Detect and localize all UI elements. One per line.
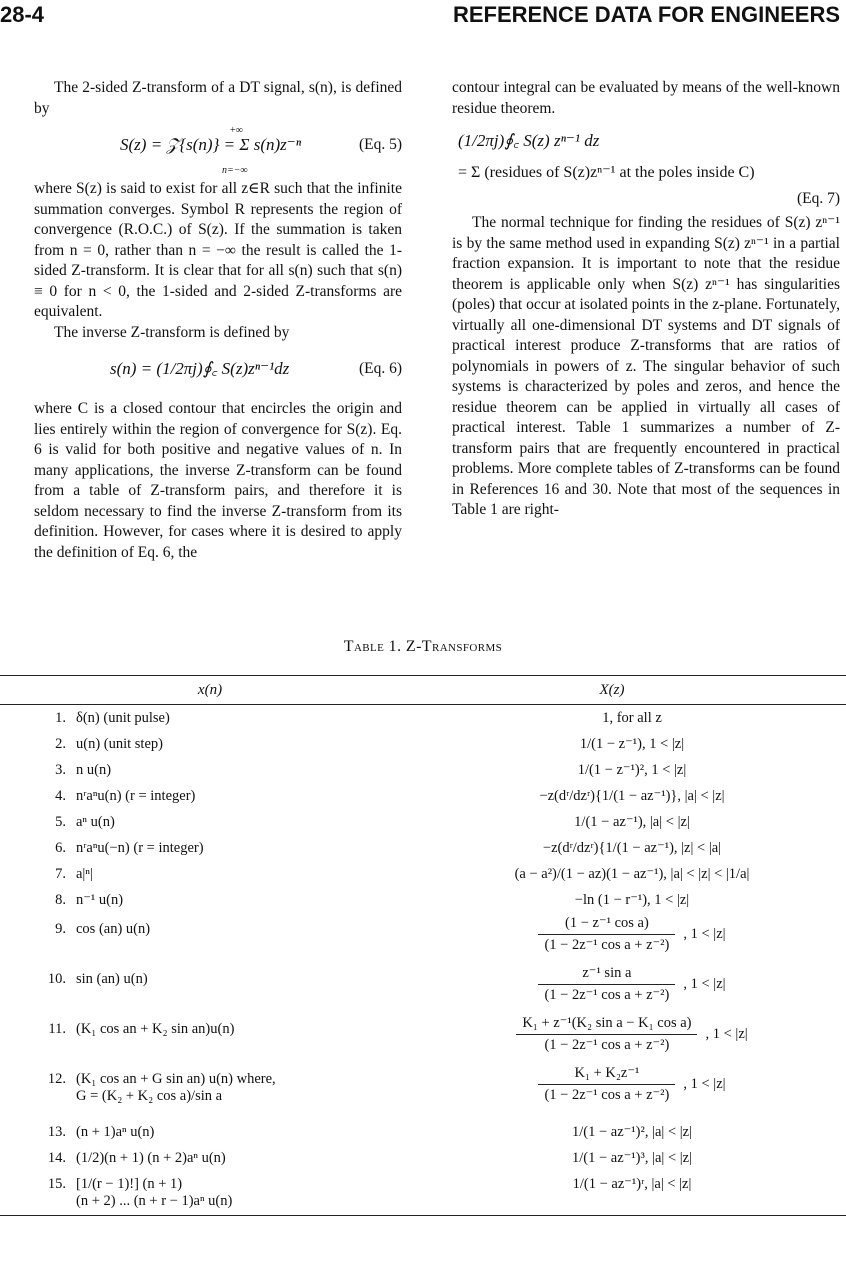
- column-header-transform: X(z): [599, 682, 625, 698]
- row-number: 11.: [48, 1021, 66, 1037]
- table-title-prefix: Table 1.: [343, 638, 402, 655]
- table-row: [0, 963, 846, 1013]
- table-row: [0, 1145, 846, 1171]
- table-title: [0, 638, 846, 656]
- row-signal: (n + 1)aⁿ u(n): [76, 1124, 155, 1140]
- table-row: [0, 1119, 846, 1145]
- row-number: 12.: [47, 1071, 66, 1087]
- row-signal: sin (an) u(n): [76, 971, 148, 987]
- row-transform: $\frac{\text{z⁻¹ sin a}}{\text{(1 − 2z⁻¹ cos a + z⁻²)}}$ , 1 < |z|: [432, 965, 832, 1004]
- row-signal: a|ⁿ|: [76, 866, 93, 882]
- row-number: 13.: [47, 1124, 66, 1140]
- table-row: [0, 757, 846, 783]
- row-signal: n u(n): [76, 762, 112, 778]
- equation-7-label: (Eq. 7): [796, 190, 840, 207]
- row-number: 8.: [55, 892, 66, 908]
- row-number: 5.: [55, 814, 66, 830]
- equation-6: [34, 345, 402, 397]
- table-row: [0, 861, 846, 887]
- table-row: [0, 835, 846, 861]
- row-signal: n⁻¹ u(n): [76, 892, 124, 908]
- book-title: REFERENCE DATA FOR ENGINEERS: [452, 2, 840, 27]
- row-transform: (a − a²)/(1 − az)(1 − az⁻¹), |a| < |z| < |1/a|: [514, 866, 750, 882]
- row-transform: $\frac{\text{K₁ + z⁻¹(K₂ sin a − K₁ cos a)}}{\text{(1 − 2z⁻¹ cos a + z⁻²)}}$ , 1 < |z|: [432, 1015, 832, 1054]
- transform-fraction: $\frac{\text{(1 − z⁻¹ cos a)}}{\text{(1 − 2z⁻¹ cos a + z⁻²)}}$: [538, 915, 675, 954]
- left-column: [34, 78, 402, 563]
- column-header-signal: x(n): [197, 682, 223, 698]
- row-number: 3.: [55, 762, 66, 778]
- transform-fraction: $\frac{\text{z⁻¹ sin a}}{\text{(1 − 2z⁻¹ cos a + z⁻²)}}$: [538, 965, 675, 1004]
- table-row: [0, 705, 846, 731]
- row-number: 10.: [47, 971, 66, 987]
- row-number: 1.: [55, 710, 66, 726]
- paragraph: The normal technique for finding the residues of S(z) zⁿ⁻¹ is by the same method used in expanding S(z) zⁿ⁻¹ in a partial fraction expansion. It is important to note that the residue theorem is applicable only when S(z) zⁿ⁻¹ has singularities (poles) that occur at isolated points in the z-plane. Fortunately, virtually all one-dimensional DT systems and DT signals of practical interest produce Z-transforms that are ratios of polynomials in powers of z. The singular behavior of such systems is characterized by poles and zeros, and hence the residue theorem can be applied in virtually all cases of practical interest. Table 1 summarizes a number of Z-transform pairs that are frequently encountered in practical problems. More complete tables of Z-transforms can be found in References 16 and 30. Note that most of the sequences in Table 1 are right-: [452, 214, 840, 518]
- row-transform: $\frac{\text{(1 − z⁻¹ cos a)}}{\text{(1 − 2z⁻¹ cos a + z⁻²)}}$ , 1 < |z|: [432, 915, 832, 954]
- row-signal: u(n) (unit step): [76, 736, 163, 752]
- right-column: [452, 78, 840, 521]
- table-title-main: Z-Transforms: [405, 638, 503, 655]
- table-row: [0, 1171, 846, 1215]
- row-transform: 1/(1 − az⁻¹)³, |a| < |z|: [572, 1150, 692, 1166]
- row-transform: 1/(1 − z⁻¹)², 1 < |z|: [577, 762, 687, 778]
- row-signal: nʳaⁿu(n) (r = integer): [76, 788, 196, 804]
- row-number: 15.: [47, 1176, 66, 1192]
- equation-7-sum: = Σ (residues of S(z)zⁿ⁻¹ at the poles inside C): [458, 164, 755, 181]
- transform-fraction: $\frac{\text{K₁ + K₂z⁻¹}}{\text{(1 − 2z⁻¹ cos a + z⁻²)}}$: [538, 1065, 675, 1104]
- row-number: 4.: [55, 788, 66, 804]
- equation-5-expression: S(z) = 𝒵{s(n)} = Σ s(n)z⁻ⁿ: [120, 135, 302, 154]
- row-signal: (K₁ cos an + G sin an) u(n) where, G = (K₂ + K₂ cos a)/sin a: [76, 1071, 276, 1104]
- row-number: 14.: [47, 1150, 66, 1166]
- equation-5-label: (Eq. 5): [358, 136, 402, 153]
- row-signal: [1/(r − 1)!] (n + 1) (n + 2) ... (n + r − 1)aⁿ u(n): [76, 1176, 233, 1209]
- row-transform: 1/(1 − z⁻¹), 1 < |z|: [579, 736, 685, 752]
- row-signal: (K₁ cos an + K₂ sin an)u(n): [76, 1021, 235, 1037]
- row-signal: (1/2)(n + 1) (n + 2)aⁿ u(n): [76, 1150, 226, 1166]
- row-transform: 1/(1 − az⁻¹)², |a| < |z|: [572, 1124, 692, 1140]
- equation-7-line-1: [452, 119, 840, 159]
- row-number: 9.: [55, 921, 66, 937]
- table-body: [0, 705, 846, 1215]
- table-row: [0, 1013, 846, 1063]
- paragraph: The 2-sided Z-transform of a DT signal, s(n), is defined by: [34, 79, 402, 117]
- row-signal: nʳaⁿu(−n) (r = integer): [76, 840, 204, 856]
- z-transform-table: [0, 675, 846, 1216]
- row-signal: δ(n) (unit pulse): [76, 710, 170, 726]
- equation-6-expression: s(n) = (1/2πj)∮꜀ S(z)zⁿ⁻¹dz: [110, 359, 290, 378]
- row-transform: $\frac{\text{K₁ + K₂z⁻¹}}{\text{(1 − 2z⁻¹ cos a + z⁻²)}}$ , 1 < |z|: [432, 1065, 832, 1104]
- transform-fraction: $\frac{\text{K₁ + z⁻¹(K₂ sin a − K₁ cos a)}}{\text{(1 − 2z⁻¹ cos a + z⁻²)}}$: [516, 1015, 697, 1054]
- equation-7-integral: (1/2πj)∮꜀ S(z) zⁿ⁻¹ dz: [458, 131, 600, 150]
- paragraph: The inverse Z-transform is defined by: [54, 323, 290, 341]
- table-row: [0, 887, 846, 913]
- row-transform: 1/(1 − az⁻¹)ʳ, |a| < |z|: [572, 1176, 692, 1192]
- row-transform: 1/(1 − az⁻¹), |a| < |z|: [574, 814, 690, 830]
- sum-lower-limit: n=−∞: [222, 165, 248, 176]
- equation-7-label-row: [452, 187, 840, 213]
- table-row: [0, 731, 846, 757]
- sum-upper-limit: +∞: [230, 125, 243, 136]
- paragraph: where C is a closed contour that encircles the origin and lies entirely within the region of convergence for S(z). Eq. 6 is valid for both positive and negative values of n. In many applications, the inverse Z-transform can be found from a table of Z-transform pairs, and therefore it is seldom necessary to find the inverse Z-transform from its definition. However, for cases where it is desired to apply the definition of Eq. 6, the: [34, 400, 402, 561]
- row-number: 2.: [55, 736, 66, 752]
- page-number: 28-4: [0, 2, 45, 27]
- row-number: 7.: [55, 866, 66, 882]
- equation-7-line-2: [452, 159, 840, 187]
- paragraph: contour integral can be evaluated by means of the well-known residue theorem.: [452, 79, 840, 117]
- table-row: [0, 1063, 846, 1119]
- row-transform: −z(dʳ/dzʳ){1/(1 − az⁻¹), |z| < |a|: [542, 840, 722, 856]
- row-signal: cos (an) u(n): [76, 921, 151, 937]
- row-number: 6.: [55, 840, 66, 856]
- row-transform: −ln (1 − r⁻¹), 1 < |z|: [574, 892, 690, 908]
- table-row: [0, 809, 846, 835]
- row-transform: −z(dʳ/dzʳ){1/(1 − az⁻¹)}, |a| < |z|: [539, 788, 725, 804]
- paragraph: where S(z) is said to exist for all z∈R such that the infinite summation converges. Symbol R represents the region of convergence (R.O.C.) of S(z). If the summation is taken from n = 0, rather than n = −∞ the result is called the 1-sided Z-transform. It is clear that for all s(n) such that s(n) ≡ 0 for n < 0, the 1-sided and 2-sided Z-transforms are equivalent.: [34, 180, 402, 320]
- table-row: [0, 783, 846, 809]
- equation-6-label: (Eq. 6): [358, 360, 402, 377]
- row-signal: aⁿ u(n): [76, 814, 115, 830]
- row-transform: 1, for all z: [602, 710, 662, 726]
- table-header: [0, 676, 846, 705]
- table-row: [0, 913, 846, 963]
- equation-5: [34, 121, 402, 177]
